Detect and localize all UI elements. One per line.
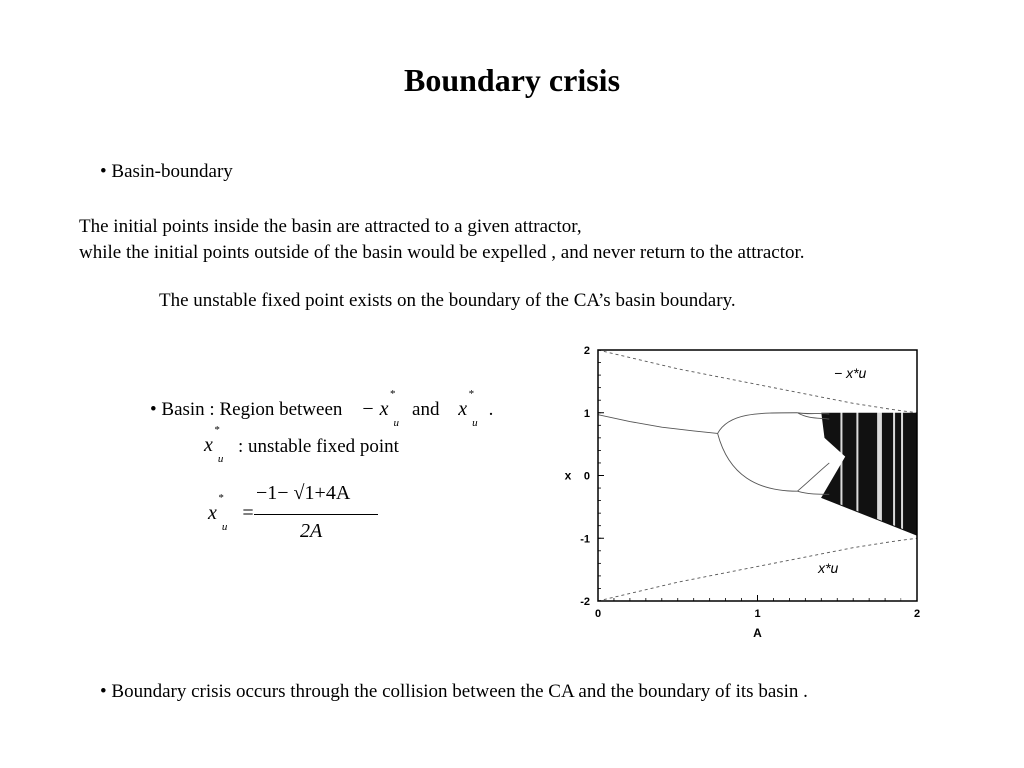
neg-xu-sup: *: [389, 388, 396, 400]
formula-fraction-bar: [254, 514, 378, 515]
xu-sub: u: [472, 417, 478, 429]
paragraph-line-1: The initial points inside the basin are attracted to a given attractor,: [79, 216, 582, 237]
periodic-window: [893, 350, 895, 601]
formula-lhs-base: x: [208, 502, 217, 524]
period-two-bubble: [718, 413, 798, 491]
periodic-window: [901, 350, 903, 601]
x-axis-label: A: [753, 626, 762, 640]
y-tick-label: 2: [583, 345, 590, 357]
basin-and: and: [412, 399, 440, 420]
xu-def-sub: u: [217, 453, 224, 465]
basin-end: .: [488, 399, 494, 420]
periodic-window: [856, 350, 858, 601]
periodic-window: [840, 350, 842, 601]
fixed-point-branch: [598, 415, 718, 434]
basin-region-line: [150, 388, 494, 429]
xu-def-symbol: [204, 424, 224, 465]
xu-base: x: [458, 398, 468, 420]
neg-xu-sub: u: [393, 417, 400, 429]
x-tick-label: 0: [594, 608, 602, 620]
formula-denominator: 2A: [300, 520, 323, 542]
lower-unstable-curve: [598, 538, 917, 601]
y-axis-label: x: [564, 468, 572, 483]
xu-annotation: x*u: [818, 559, 839, 576]
formula-lhs-sup: *: [217, 492, 224, 504]
bullet-basin-boundary: • Basin-boundary: [100, 161, 233, 182]
paragraph-line-2: while the initial points outside of the basin would be expelled , and never return to the attractor.: [79, 242, 805, 263]
page-title: Boundary crisis: [403, 62, 621, 98]
formula: [208, 480, 388, 550]
y-tick-label: 1: [583, 407, 590, 420]
xu-sup: *: [468, 388, 474, 400]
x-tick-label: 2: [913, 608, 921, 620]
x-tick-label: 1: [754, 608, 761, 620]
periodic-window: [877, 350, 882, 601]
unstable-fixed-point-sentence: The unstable fixed point exists on the boundary of the CA’s basin boundary.: [159, 290, 736, 311]
neg-xu-annotation: − x*u: [834, 365, 867, 382]
neg-xu-symbol: [361, 388, 404, 429]
xu-def-sup: *: [213, 424, 220, 436]
xu-def-base: x: [204, 434, 213, 456]
basin-prefix: • Basin : Region between: [150, 399, 343, 420]
formula-numerator: −1− √1+4A: [256, 482, 351, 504]
upper-unstable-curve: [598, 350, 917, 413]
y-tick-label: 0: [583, 470, 590, 483]
xu-symbol: [458, 388, 482, 429]
formula-lhs: x * $_u$ =: [208, 492, 254, 533]
bifurcation-chart: [555, 340, 935, 645]
y-tick-label: -2: [580, 596, 590, 608]
y-tick-label: -1: [580, 533, 590, 546]
formula-lhs-sub: u: [221, 521, 228, 533]
final-bullet: • Boundary crisis occurs through the collision between the CA and the boundary of its basin .: [100, 681, 808, 702]
unstable-fixed-point-definition: : unstable fixed point: [238, 436, 399, 457]
neg-xu-base: − x: [361, 398, 389, 420]
